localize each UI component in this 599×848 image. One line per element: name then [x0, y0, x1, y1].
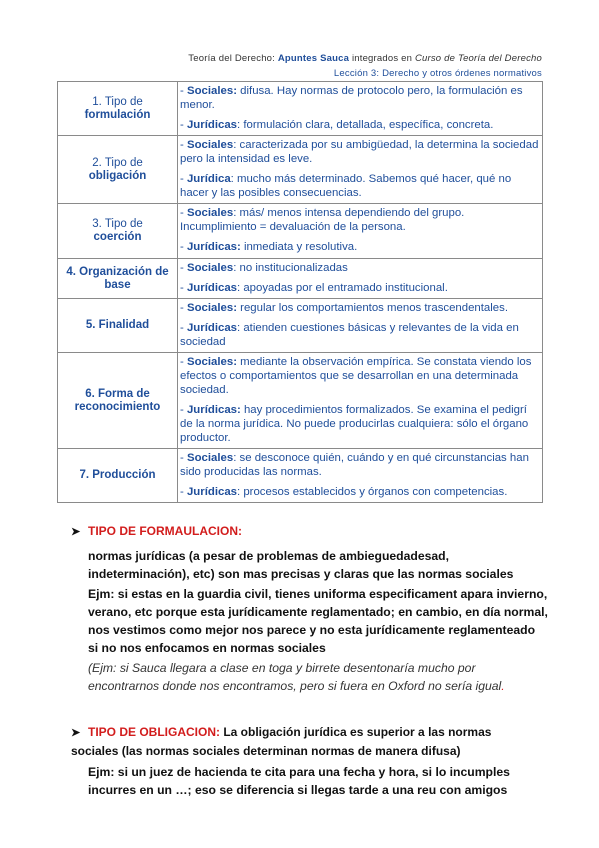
- row-item-dash: -: [180, 173, 187, 185]
- row-item-text: : apoyadas por el entramado institucional.: [237, 282, 448, 294]
- row-label-prefix: 2. Tipo de: [92, 156, 143, 169]
- row-label-prefix: 3. Tipo de: [92, 218, 143, 230]
- row-item-key: Sociales: [186, 139, 234, 151]
- row-item-key: Sociales:: [186, 356, 237, 368]
- row-item: [180, 260, 540, 277]
- row-item: [180, 300, 540, 317]
- row-label: [58, 299, 178, 353]
- row-item-text: difusa. Hay normas de protocolo pero, la formulación es menor.: [180, 85, 523, 111]
- row-item-text: : caracterizada por su ambigüedad, la determina la sociedad pero la intensidad es leve.: [180, 139, 539, 165]
- header-lesson: Lección 3: Derecho y otros órdenes normativos: [333, 68, 542, 79]
- row-label: [58, 204, 178, 259]
- row-item-key: Sociales: [186, 207, 234, 219]
- row-item-dash: -: [180, 356, 187, 368]
- row-item-key: Jurídica: [186, 173, 231, 185]
- table-row: [58, 353, 543, 449]
- row-label-bold: formulación: [84, 108, 151, 121]
- row-item-text: : atienden cuestiones básicas y relevantes de la vida en sociedad: [180, 322, 519, 348]
- arrow-bullet-icon: ➤: [71, 526, 81, 538]
- row-label-bold: 6. Forma de reconocimiento: [74, 387, 161, 413]
- row-item: [180, 137, 540, 168]
- row-content: [178, 82, 543, 136]
- section2-title-rest: La obligación jurídica es superior a las normas sociales (las normas sociales determinan normas de manera difusa): [71, 725, 492, 758]
- row-item-dash: -: [180, 262, 187, 274]
- row-label: [58, 82, 178, 136]
- table-row: [58, 449, 543, 503]
- table-row: [58, 259, 543, 299]
- section1-paragraph-2: Ejm: si estas en la guardia civil, tienes uniforma especificament apara invierno, verano, etc porque esta jurídicamente reglamentado; en cambio, en día normal, nos vestimos como mejor nos parece y no esta jurídicamente reglamenteado si no nos enfocamos en normas sociales: [88, 587, 548, 655]
- row-content: [178, 449, 543, 503]
- table-row: [58, 204, 543, 259]
- row-item: [180, 402, 540, 447]
- comparison-table: [57, 81, 543, 503]
- row-item-dash: -: [180, 322, 187, 334]
- header-mid: integrados en: [351, 53, 413, 64]
- row-item-key: Sociales:: [186, 85, 237, 97]
- row-item-key: Sociales: [186, 262, 234, 274]
- table-row: [58, 136, 543, 204]
- row-content: [178, 204, 543, 259]
- row-item-dash: -: [180, 207, 187, 219]
- row-item-dash: -: [180, 404, 187, 416]
- row-label-prefix: 1. Tipo de: [92, 95, 143, 108]
- row-item-key: Jurídicas:: [186, 404, 241, 416]
- row-item-text: : mucho más determinado. Sabemos qué hacer, qué no hacer y las posibles consecuencias.: [180, 173, 512, 199]
- row-item-key: Sociales:: [186, 302, 237, 314]
- section1-example-end: .: [501, 679, 505, 693]
- row-label: [58, 353, 178, 449]
- row-label-bold: obligación: [88, 169, 147, 182]
- row-item: [180, 83, 540, 114]
- table-row: [58, 82, 543, 136]
- row-item: [180, 205, 540, 236]
- row-item: [180, 354, 540, 399]
- row-item-dash: -: [180, 119, 187, 131]
- row-item-key: Jurídicas: [186, 322, 237, 334]
- section-heading-obligation: [71, 723, 541, 760]
- row-item-key: Jurídicas:: [186, 241, 241, 253]
- row-item-dash: -: [180, 452, 187, 464]
- row-label-bold: coerción: [93, 231, 142, 243]
- row-item-text: regular los comportamientos menos trascendentales.: [237, 302, 508, 314]
- row-label-bold: 7. Producción: [79, 469, 156, 481]
- section1-title: TIPO DE FORMAULACION:: [88, 524, 242, 538]
- section1-paragraph-1: normas jurídicas (a pesar de problemas de ambieguedadesad, indeterminación), etc) son mas precisas y claras que las normas sociales: [88, 549, 514, 581]
- row-item: [180, 450, 540, 481]
- row-item-text: : procesos establecidos y órganos con competencias.: [237, 486, 508, 498]
- row-content: [178, 353, 543, 449]
- row-item: [180, 239, 540, 256]
- row-item: [180, 117, 540, 134]
- row-item-text: inmediata y resolutiva.: [240, 241, 358, 253]
- row-item-dash: -: [180, 302, 187, 314]
- row-item-text: : formulación clara, detallada, específica, concreta.: [237, 119, 494, 131]
- row-label: [58, 136, 178, 204]
- row-content: [178, 299, 543, 353]
- row-label-bold: 4. Organización de base: [66, 265, 169, 291]
- arrow-bullet-icon: ➤: [71, 727, 81, 739]
- row-item-text: mediante la observación empírica. Se constata viendo los efectos o comportamientos que se desarrollan en una determinada sociedad.: [180, 356, 532, 396]
- row-item-dash: -: [180, 486, 187, 498]
- row-content: [178, 259, 543, 299]
- row-label: [58, 449, 178, 503]
- header-course: Curso de Teoría del Derecho: [414, 53, 542, 64]
- row-item: [180, 320, 540, 351]
- row-item-dash: -: [180, 85, 187, 97]
- row-item-text: hay procedimientos formalizados. Se examina el pedigrí de la norma jurídica. No puede producirlas cualquiera: sólo el órgano productor.: [180, 404, 529, 444]
- row-item-dash: -: [180, 241, 187, 253]
- row-item: [180, 280, 540, 297]
- row-item-text: : se desconoce quién, cuándo y en qué circunstancias han sido producidas las normas.: [180, 452, 529, 478]
- table-row: [58, 299, 543, 353]
- section2-title: TIPO DE OBLIGACION:: [88, 725, 220, 739]
- row-label: [58, 259, 178, 299]
- header-line-1: [188, 51, 542, 66]
- page-header: [188, 51, 542, 81]
- row-label-bold: 5. Finalidad: [85, 319, 150, 331]
- row-item: [180, 484, 540, 501]
- row-item-key: Jurídicas: [186, 486, 237, 498]
- row-item-dash: -: [180, 282, 187, 294]
- row-item-text: : más/ menos intensa dependiendo del grupo. Incumplimiento = devaluación de la persona.: [180, 207, 465, 233]
- row-item: [180, 171, 540, 202]
- section2-paragraph-1: Ejm: si un juez de hacienda te cita para una fecha y hora, si lo incumples incurres en un …; eso se diferencia si llegas tarde a una reu con amigos: [88, 765, 510, 797]
- row-item-dash: -: [180, 139, 187, 151]
- row-content: [178, 136, 543, 204]
- row-item-text: : no institucionalizadas: [233, 262, 348, 274]
- row-item-key: Jurídicas: [186, 282, 237, 294]
- section-heading-formulation: [71, 524, 242, 538]
- section1-paragraph-3: [88, 659, 548, 695]
- header-prefix: Teoría del Derecho:: [188, 53, 276, 64]
- row-item-key: Sociales: [186, 452, 234, 464]
- row-item-key: Jurídicas: [186, 119, 237, 131]
- header-brand: Apuntes Sauca: [277, 53, 350, 64]
- section1-example-text: (Ejm: si Sauca llegara a clase en toga y birrete desentonaría mucho por encontrarnos donde nos encontramos, pero si fuera en Oxford no sería igual: [88, 661, 502, 693]
